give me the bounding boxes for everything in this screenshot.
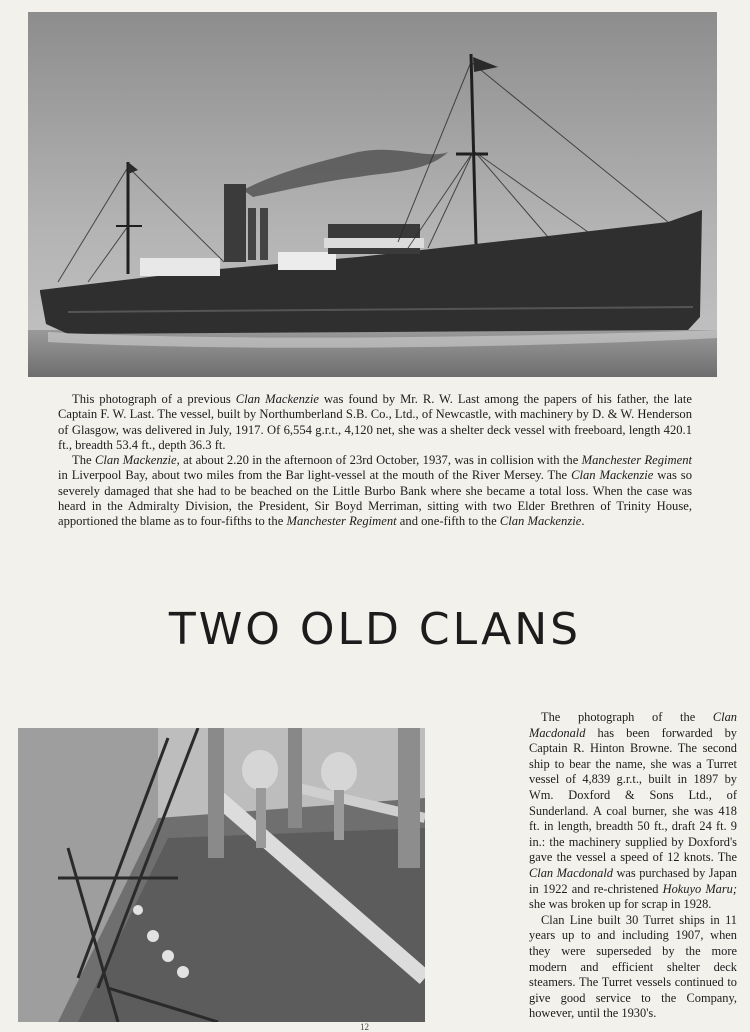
ship-name: Clan Mackenzie xyxy=(499,514,582,529)
text-run: was so severely damaged that she had to be beached on the Little Burbo Bank where she became a total loss. When the case was heard in the Admiralty Division, the President, Sir Boyd Merriman, sitting with two Elder Brethren of Trinity House, apportioned the blame as to four-fifths to the xyxy=(58,468,693,529)
text-run: , at about 2.20 in the afternoon of 23rd October, 1937, was in collision with the xyxy=(176,453,582,468)
photo-clan-macdonald xyxy=(18,728,425,1022)
caption-paragraph-1 xyxy=(58,392,692,453)
macdonald-article xyxy=(529,710,737,1022)
text-run: Clan Line built 30 Turret ships in 11 years up to and including 1907, when they were superseded by the more modern and efficient shelter deck steamers. The Turret vessels continued to give good service to the Company, however, until the 1930's. xyxy=(529,912,737,1021)
caption-paragraph-2 xyxy=(58,453,692,529)
photo-clan-mackenzie xyxy=(28,12,717,377)
text-run: in Liverpool Bay, about two miles from the Bar light-vessel at the mouth of the River Mersey. The xyxy=(58,468,572,483)
text-run: . xyxy=(581,514,585,529)
side-paragraph-1 xyxy=(529,710,737,913)
ship-name: Manchester Regiment xyxy=(581,453,693,468)
ship-name: Hokuyo Maru; xyxy=(662,881,737,896)
ship-illustration xyxy=(28,12,717,377)
text-run: was found by Mr. R. W. Last among the papers of his father, the late Captain F. W. Last. The vessel, built by Northumberland S.B. Co., Ltd., of Newcastle, with machinery by D. & W. Henderson of Glasgow, was delivered in July, 1917. Of 6,554 g.r.t., 4,120 net, she was a shelter deck vessel with freeboard, length 420.1 ft., breadth 53.4 ft., depth 36.3 ft. xyxy=(58,392,692,452)
deck-illustration xyxy=(18,728,425,1022)
side-paragraph-2 xyxy=(529,913,737,1022)
ship-name: Clan Macdonald xyxy=(529,710,737,740)
text-run: This photograph of a previous xyxy=(72,392,236,406)
text-run: has been forwarded by Captain R. Hinton Browne. The second ship to bear the name, she was a Turret vessel of 4,839 g.r.t., built in 1897 by Wm. Doxford & Sons Ltd., of Sunderland. A coal burner, she was 418 ft. in length, breadth 50 ft., draft 24 ft. 9 in.: the machinery supplied by Doxford's gave the vessel a speed of 12 knots. The xyxy=(529,725,737,865)
ship-name: Manchester Regiment xyxy=(286,514,397,529)
ship-name: Clan Mackenzie xyxy=(571,468,654,483)
text-run: and one-fifth to the xyxy=(396,514,500,529)
text-run: was purchased by Japan in 1922 and re-christened xyxy=(529,865,737,896)
text-run: she was broken up for scrap in 1928. xyxy=(529,897,712,912)
ship-name: Clan Macdonald xyxy=(529,865,614,880)
text-run: The photograph of the xyxy=(541,710,713,724)
ship-name: Clan Mackenzie xyxy=(235,392,319,406)
text-run: The xyxy=(72,453,95,468)
page-number: 12 xyxy=(360,1022,369,1032)
page-title: TWO OLD CLANS xyxy=(168,604,582,655)
ship-name: Clan Mackenzie xyxy=(94,453,177,468)
mackenzie-caption xyxy=(58,392,692,530)
